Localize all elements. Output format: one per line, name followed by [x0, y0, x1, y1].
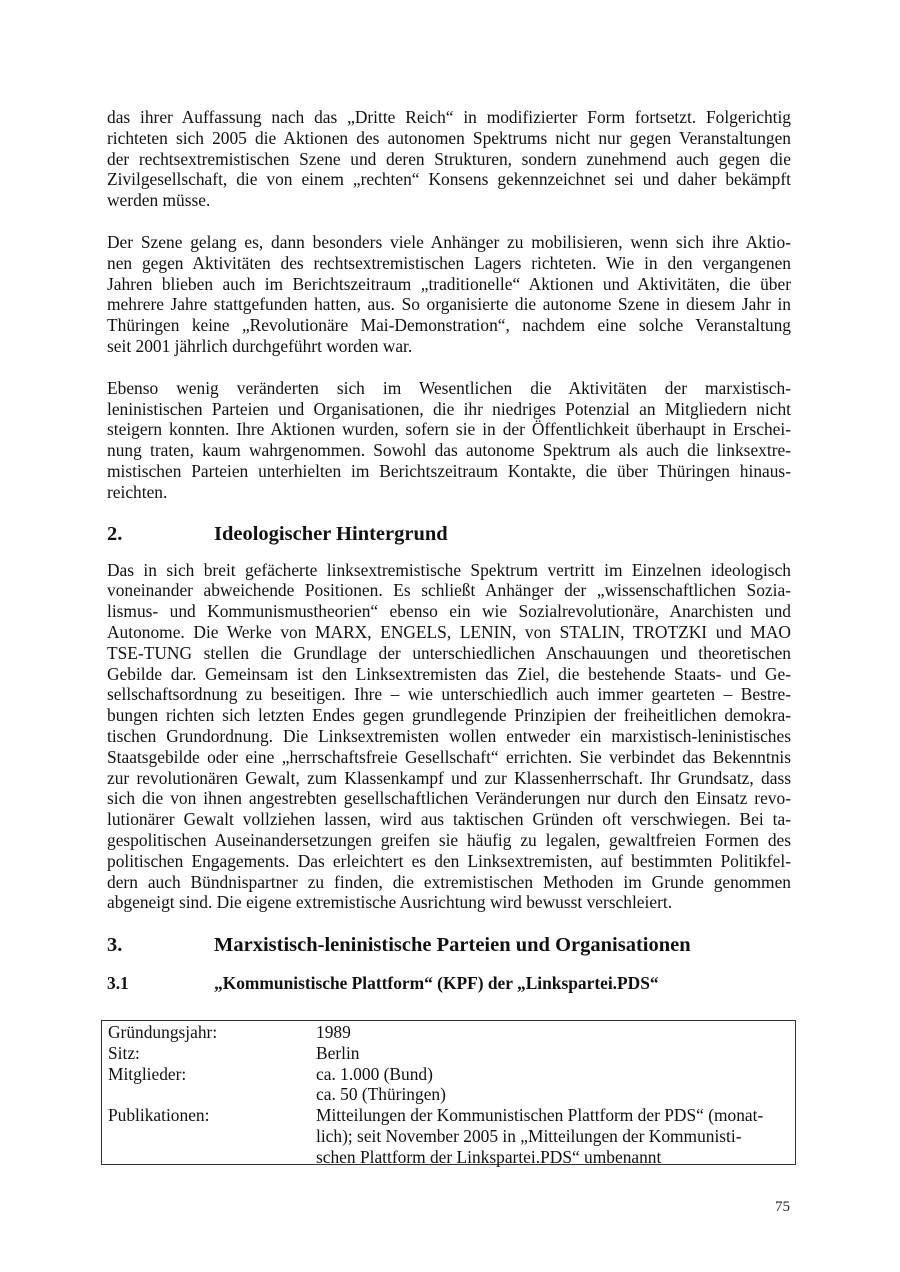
text-line: [107, 705, 791, 726]
text-line-content: Ebenso wenig veränderten sich im Wesentlichen die Aktivitäten der marxistisch-: [107, 377, 791, 398]
text-line: [107, 684, 791, 705]
text-line-content: nen gegen Aktivitäten des rechtsextremistischen Lagers richteten. Wie in den vergangenen: [107, 252, 791, 273]
text-line-content: Jahren blieben auch im Berichtszeitraum „traditionelle“ Aktionen und Aktivitäten, die über: [107, 273, 791, 294]
page-number: 75: [775, 1199, 790, 1215]
text-line-content: richteten sich 2005 die Aktionen des autonomen Spektrums nicht nur gegen Veranstaltungen: [107, 127, 791, 148]
text-line: [107, 440, 791, 461]
text-line-content: leninistischen Parteien und Organisationen, die ihr niedriges Potenzial an Mitgliedern nicht: [107, 398, 791, 419]
info-table-row: [102, 1126, 795, 1147]
text-line-content: sich die von ihnen angestrebten gesellschaftlichen Veränderungen nur durch den Einsatz revo-: [107, 788, 791, 809]
text-line: [107, 747, 791, 768]
info-value: schen Plattform der Linkspartei.PDS“ umbenannt: [316, 1146, 662, 1167]
info-table-row: [102, 1064, 795, 1085]
section-number: 2.: [107, 522, 123, 545]
text-line: [107, 768, 791, 789]
text-line: [107, 580, 791, 601]
text-line-content: Gebilde dar. Gemeinsam ist den Linksextremisten das Ziel, die bestehende Staats- und Ge-: [107, 663, 791, 684]
paragraph-ideology: [107, 560, 791, 914]
text-line: [107, 294, 791, 315]
text-line-content: Der Szene gelang es, dann besonders viele Anhänger zu mobilisieren, wenn sich ihre Aktio-: [107, 231, 791, 252]
section-3-heading: [107, 932, 791, 958]
text-line: [107, 622, 791, 643]
info-key: Publikationen:: [108, 1105, 210, 1126]
text-line: [107, 232, 791, 253]
section-number: 3.1: [107, 973, 129, 994]
text-line-content: Autonome. Die Werke von MARX, ENGELS, LENIN, von STALIN, TROTZKI und MAO: [107, 621, 791, 642]
text-line-content: dern auch Bündnispartner zu finden, die extremistischen Methoden im Grunde genommen: [107, 871, 791, 892]
document-page: [107, 107, 791, 994]
info-key: Mitglieder:: [108, 1063, 187, 1084]
text-line: [107, 253, 791, 274]
text-line-content: TSE-TUNG stellen die Grundlage der unterschiedlichen Anschauungen und theoretischen: [107, 642, 791, 663]
info-value: Berlin: [316, 1042, 360, 1063]
paragraph-3: [107, 378, 791, 503]
text-line: [107, 726, 791, 747]
organization-info-table: [101, 1020, 796, 1165]
text-line-content: Zivilgesellschaft, die von einem „rechten“ Konsens gekennzeichnet sei und daher bekämpft: [107, 169, 791, 190]
text-line-content: steigern konnten. Ihre Aktionen wurden, sofern sie in der Öffentlichkeit überhaupt in Erschei-: [107, 419, 791, 440]
info-table-row: [102, 1084, 795, 1105]
text-line: [107, 378, 791, 399]
section-2-heading: [107, 521, 791, 547]
section-title: Marxistisch-leninistische Parteien und Organisationen: [214, 934, 691, 957]
text-line: [107, 274, 791, 295]
text-line-content: zur revolutionären Gewalt, zum Klassenkampf und zur Klassenherrschaft. Ihr Grundsatz, dass: [107, 767, 791, 788]
text-line-content: voneinander abweichende Positionen. Es schließt Anhänger der „wissenschaftlichen Sozia-: [107, 580, 791, 601]
text-line: [107, 482, 791, 503]
info-key: Gründungsjahr:: [108, 1022, 218, 1042]
text-line-content: lismus- und Kommunismustheorien“ ebenso ein wie Sozialrevolutionäre, Anarchisten und: [107, 601, 791, 622]
info-table-row: [102, 1105, 795, 1126]
info-value: 1989: [316, 1022, 351, 1042]
info-value: lich); seit November 2005 in „Mitteilungen der Kommunisti-: [316, 1125, 742, 1146]
info-key: [102, 1126, 316, 1147]
text-line: [107, 107, 791, 128]
text-line-content: nung traten, kaum wahrgenommen. Sowohl das autonome Spektrum als auch die linksextre-: [107, 440, 791, 461]
text-line: [107, 643, 791, 664]
info-value: ca. 1.000 (Bund): [316, 1063, 433, 1084]
text-line-content: politischen Engagements. Das erleichtert es den Linksextremisten, auf bestimmten Politikfel-: [107, 850, 791, 871]
text-line: [107, 336, 791, 357]
text-line: [107, 149, 791, 170]
text-line: [107, 315, 791, 336]
text-line: [107, 190, 791, 211]
text-line-content: mehrere Jahre stattgefunden hatten, aus. So organisierte die autonome Szene in diesem Jahr in: [107, 294, 791, 315]
text-line-content: der rechtsextremistischen Szene und deren Strukturen, sondern zunehmend auch gegen die: [107, 148, 791, 169]
info-value: Mitteilungen der Kommunistischen Plattform der PDS“ (monat-: [316, 1105, 764, 1126]
info-value: ca. 50 (Thüringen): [316, 1084, 446, 1105]
paragraph-2: [107, 232, 791, 357]
text-line: [107, 601, 791, 622]
text-line: [107, 788, 791, 809]
section-title: „Kommunistische Plattform“ (KPF) der „Linkspartei.PDS“: [214, 973, 659, 994]
text-line-content: Thüringen keine „Revolutionäre Mai-Demonstration“, nachdem eine solche Veranstaltung: [107, 315, 791, 336]
section-number: 3.: [107, 934, 123, 957]
text-line-content: gespolitischen Auseinandersetzungen greifen sie häufig zu legalen, gewaltfreien Formen des: [107, 829, 791, 850]
text-line-content: bungen richten sich letzten Endes gegen grundlegende Prinzipien der freiheitlichen demokra-: [107, 705, 791, 726]
text-line: [107, 560, 791, 581]
section-3-1-heading: [107, 972, 791, 994]
info-table-row: [102, 1147, 795, 1168]
text-line: [107, 830, 791, 851]
text-line: [107, 851, 791, 872]
info-key: Sitz:: [108, 1042, 140, 1063]
text-line: [107, 461, 791, 482]
section-title: Ideologischer Hintergrund: [214, 522, 448, 545]
text-line: [107, 169, 791, 190]
text-line-content: abgeneigt sind. Die eigene extremistische Ausrichtung wird bewusst verschleiert.: [107, 892, 673, 913]
text-line: [107, 892, 791, 913]
text-line-content: werden müsse.: [107, 190, 211, 211]
text-line: [107, 419, 791, 440]
text-line-content: Das in sich breit gefächerte linksextremistische Spektrum vertritt im Einzelnen ideologisch: [107, 559, 791, 580]
text-line-content: reichten.: [107, 481, 168, 502]
info-key: [102, 1147, 316, 1168]
info-key: [102, 1084, 316, 1105]
text-line: [107, 399, 791, 420]
text-line: [107, 809, 791, 830]
text-line: [107, 664, 791, 685]
text-line-content: das ihrer Auffassung nach das „Dritte Reich“ in modifizierter Form fortsetzt. Folgerichtig: [107, 107, 791, 127]
text-line-content: mistischen Parteien unterhielten im Berichtszeitraum Kontakte, die über Thüringen hinaus-: [107, 460, 791, 481]
text-line-content: sellschaftsordnung zu beseitigen. Ihre – wie unterschiedlich auch immer gearteten – Bestre-: [107, 684, 791, 705]
text-line: [107, 128, 791, 149]
info-table-row: [102, 1022, 795, 1043]
text-line: [107, 872, 791, 893]
text-line-content: tischen Grundordnung. Die Linksextremisten wollen entweder ein marxistisch-leninistisches: [107, 725, 791, 746]
paragraph-1: [107, 107, 791, 211]
text-line-content: lutionärer Gewalt vollziehen lassen, wird aus taktischen Gründen oft verschwiegen. Bei ta-: [107, 809, 791, 830]
info-table-row: [102, 1043, 795, 1064]
text-line-content: Staatsgebilde oder eine „herrschaftsfreie Gesellschaft“ errichten. Sie verbindet das Bekenntnis: [107, 746, 791, 767]
text-line-content: seit 2001 jährlich durchgeführt worden war.: [107, 335, 413, 356]
